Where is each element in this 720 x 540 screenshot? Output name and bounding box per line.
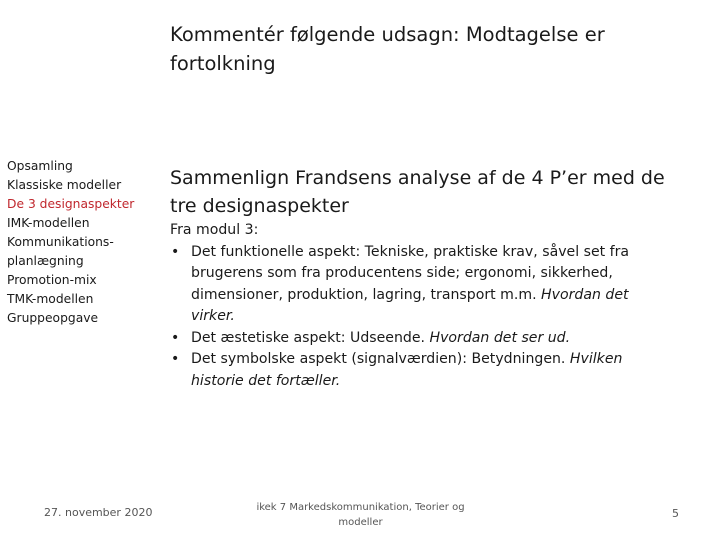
bullet-text: Det funktionelle aspekt: Tekniske, praktiske krav, såvel set fra brugerens som fra producentens side; ergonomi, sikkerhed, dimensioner, produktion, lagring, transport m.m.: [191, 243, 630, 303]
bullet-icon: •: [171, 243, 180, 260]
sidebar-nav: [7, 157, 157, 328]
bullet-icon: •: [171, 351, 180, 367]
bullet-text: Det æstetiske aspekt: Udseende.: [191, 329, 425, 346]
slide-body: [170, 220, 660, 392]
sidebar-item-opsamling[interactable]: Opsamling: [7, 159, 73, 173]
list-item: [170, 349, 660, 392]
footer-date: 27. november 2020: [44, 506, 153, 519]
sidebar-item-designaspekter[interactable]: De 3 designaspekter: [7, 197, 135, 211]
sidebar-item-klassiske-modeller[interactable]: Klassiske modeller: [7, 178, 122, 192]
bullet-list: [170, 242, 660, 393]
page-number: 5: [672, 507, 679, 520]
sidebar-item-kommunikations[interactable]: Kommunikations-: [7, 235, 114, 249]
footer-course-title: ikek 7 Markedskommunikation, Teorier og modeller: [256, 502, 465, 528]
sidebar-item-gruppeopgave[interactable]: Gruppeopgave: [7, 311, 99, 325]
sidebar-item-promotion-mix[interactable]: Promotion-mix: [7, 273, 97, 287]
body-intro: Fra modul 3:: [170, 222, 259, 238]
bullet-italic-text: Hvilken historie det fortæller.: [191, 351, 623, 389]
sidebar-item-tmk-modellen[interactable]: TMK-modellen: [7, 292, 94, 306]
bullet-text: Det symbolske aspekt (signalværdien): Betydningen.: [191, 351, 566, 367]
bullet-icon: •: [171, 329, 180, 346]
sidebar-item-imk-modellen[interactable]: IMK-modellen: [7, 216, 90, 230]
bullet-italic-text: Hvordan det virker.: [191, 286, 629, 324]
slide-top-title: Kommentér følgende udsagn: Modtagelse er fortolkning: [170, 23, 605, 75]
slide-heading: Sammenlign Frandsens analyse af de 4 P’er med de tre designaspekter: [170, 167, 665, 217]
bullet-italic-text: Hvordan det ser ud.: [429, 329, 571, 346]
sidebar-item-planlaegning[interactable]: planlægning: [7, 254, 84, 268]
list-item: [170, 242, 660, 328]
list-item: [170, 328, 660, 350]
